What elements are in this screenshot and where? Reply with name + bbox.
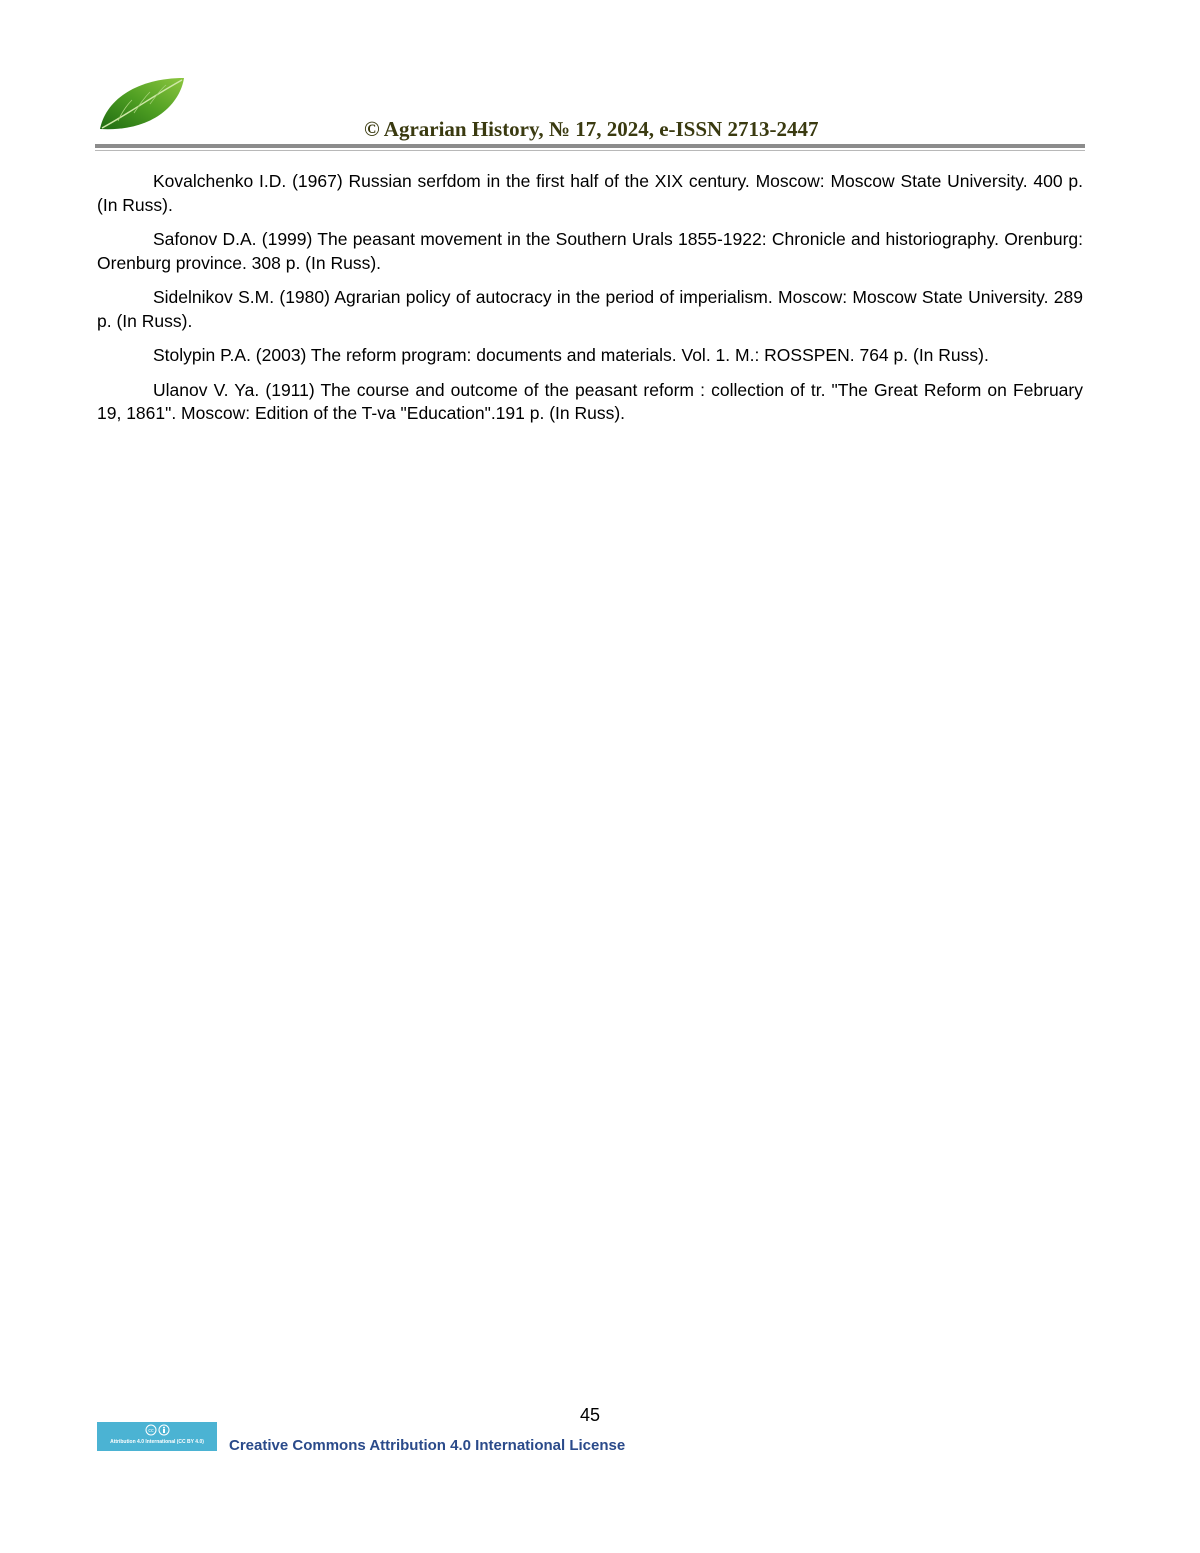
- header-divider: [95, 144, 1085, 148]
- svg-text:cc: cc: [148, 1428, 154, 1434]
- cc-by-icon: [145, 1424, 171, 1436]
- reference-item: Kovalchenko I.D. (1967) Russian serfdom in the first half of the XIX century. Moscow: Moscow State University. 400 p. (In Russ).: [97, 171, 1083, 215]
- leaf-icon: [98, 74, 186, 134]
- reference-item: Sidelnikov S.M. (1980) Agrarian policy of autocracy in the period of imperialism. Moscow: Moscow State University. 289 p. (In Russ).: [97, 287, 1083, 331]
- journal-title: © Agrarian History, № 17, 2024, e-ISSN 2713-2447: [364, 117, 819, 141]
- page-header: [0, 0, 1200, 160]
- cc-badge-label: Attribution 4.0 International (CC BY 4.0): [110, 1439, 204, 1445]
- cc-license-badge[interactable]: [97, 1422, 217, 1451]
- reference-list: [97, 170, 1083, 437]
- header-divider-thin: [95, 150, 1085, 151]
- reference-item: Safonov D.A. (1999) The peasant movement in the Southern Urals 1855-1922: Chronicle and historiography. Orenburg: Orenburg province. 308 p. (In Russ).: [97, 229, 1083, 273]
- page-number: 45: [579, 1405, 601, 1425]
- license-link[interactable]: Creative Commons Attribution 4.0 International License: [229, 1437, 626, 1454]
- reference-item: Ulanov V. Ya. (1911) The course and outcome of the peasant reform : collection of tr. "The Great Reform on February 19, 1861". Moscow: Edition of the T-va "Education".191 p. (In Russ).: [97, 379, 1083, 423]
- reference-item: Stolypin P.A. (2003) The reform program: documents and materials. Vol. 1. M.: ROSSPEN. 764 p. (In Russ).: [153, 345, 989, 365]
